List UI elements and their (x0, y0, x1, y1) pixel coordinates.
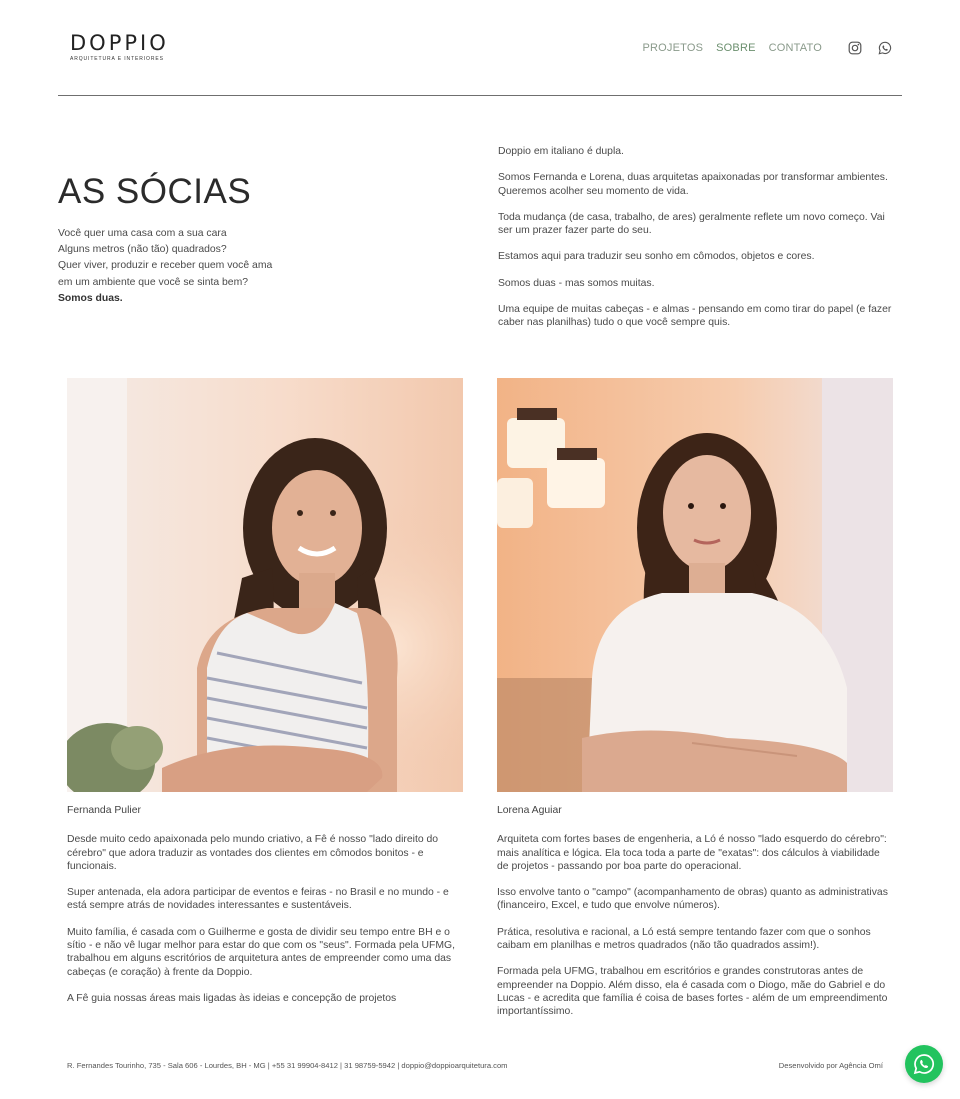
whatsapp-icon[interactable] (878, 41, 892, 55)
bio-paragraph: Formada pela UFMG, trabalhou em escritórios e grandes construtoras antes de empreender na Doppio. Além disso, ela é casada com o Diogo, mãe do Gabriel e do Lucas - e acredita que família é coisa de bases fortes - além de um empreendimento importantíssimo. (497, 966, 888, 1018)
bio-paragraph: Arquiteta com fortes bases de engenheria, a Ló é nosso "lado esquerdo do cérebro": mais analítica e lógica. Ela toca toda a parte de "exatas": dos cálculos à viabilidade de projetos - passando por boa parte do operacional. (497, 834, 887, 872)
site-header (58, 0, 902, 96)
footer-credit-link[interactable]: Desenvolvido por Agência Omí (778, 1061, 883, 1070)
nav-contato[interactable]: CONTATO (768, 42, 822, 54)
partner-photo-lorena (497, 378, 893, 792)
intro-line: Você quer uma casa com a sua cara (58, 228, 227, 239)
whatsapp-float-button[interactable] (905, 1045, 943, 1083)
intro-closing: Somos duas. (58, 292, 123, 304)
intro-line: Quer viver, produzir e receber quem você ama (58, 260, 273, 272)
intro-text (498, 145, 902, 343)
footer-contact: R. Fernandes Tourinho, 735 - Sala 606 - Lourdes, BH - MG | +55 31 99904-8412 | 31 98759-5942 | doppio@doppioarquitetura.com (67, 1061, 508, 1070)
intro-paragraph: Somos duas - mas somos muitas. (498, 277, 655, 289)
logo-wordmark: DOPPIO (70, 31, 169, 55)
intro-paragraph: Estamos aqui para traduzir seu sonho em cômodos, objetos e cores. (498, 251, 815, 263)
intro-lines (58, 226, 438, 307)
bio-paragraph: Isso envolve tanto o "campo" (acompanhamento de obras) quanto as administrativas (financeiro, Excel, e tudo que envolve números). (497, 887, 888, 912)
partner-photo-fernanda (67, 378, 463, 792)
nav-sobre[interactable]: SOBRE (716, 42, 756, 54)
bio-paragraph: Desde muito cedo apaixonada pelo mundo criativo, a Fê é nosso "lado direito do cérebro" que adora traduzir as vontades dos clientes em cômodos bonitos - e funcionais. (67, 834, 439, 872)
bio-paragraph: Muito família, é casada com o Guilherme e gosta de dividir seu tempo entre BH e o sítio - e não vê lugar melhor para estar do que com os "seus". Formada pela UFMG, trabalhou em alguns escritórios de arquitetura antes de empreender como uma das cabeças (e coração) à frente da Doppio. (67, 926, 455, 978)
social-links (848, 41, 892, 55)
partner-name: Fernanda Pulier (67, 805, 141, 816)
nav-projetos[interactable]: PROJETOS (642, 42, 704, 54)
instagram-icon[interactable] (848, 41, 862, 55)
main-nav (642, 42, 822, 54)
page-title: AS SÓCIAS (58, 172, 252, 211)
intro-paragraph: Toda mudança (de casa, trabalho, de ares) geralmente reflete um novo começo. Vai ser um prazer fazer parte do seu. (498, 211, 885, 237)
intro-line: Alguns metros (não tão) quadrados? (58, 244, 227, 256)
intro-paragraph: Somos Fernanda e Lorena, duas arquitetas apaixonadas por transformar ambientes. Queremos acolher seu momento de vida. (498, 172, 888, 197)
partner-bio-fernanda (67, 804, 463, 1018)
bio-paragraph: Super antenada, ela adora participar de eventos e feiras - no Brasil e no mundo - e está sempre atrás de novidades interessantes e sustentáveis. (67, 887, 449, 912)
intro-paragraph: Doppio em italiano é dupla. (498, 146, 624, 157)
logo[interactable] (70, 32, 169, 62)
partner-bio-lorena (497, 804, 893, 1032)
bio-paragraph: Prática, resolutiva e racional, a Ló está sempre tentando fazer com que o sonhos caibam em planilhas e metros quadrados (não tão quadrados assim!). (497, 926, 871, 952)
logo-tagline: ARQUITETURA E INTERIORES (70, 56, 164, 62)
partner-name: Lorena Aguiar (497, 805, 562, 816)
whatsapp-icon (913, 1053, 935, 1075)
intro-left (58, 172, 438, 307)
intro-paragraph: Uma equipe de muitas cabeças - e almas - pensando em como tirar do papel (e fazer caber nas planilhas) tudo o que você sempre quis. (498, 304, 892, 329)
bio-paragraph: A Fê guia nossas áreas mais ligadas às ideias e concepção de projetos (67, 992, 397, 1004)
intro-line: em um ambiente que você se sinta bem? (58, 276, 249, 288)
